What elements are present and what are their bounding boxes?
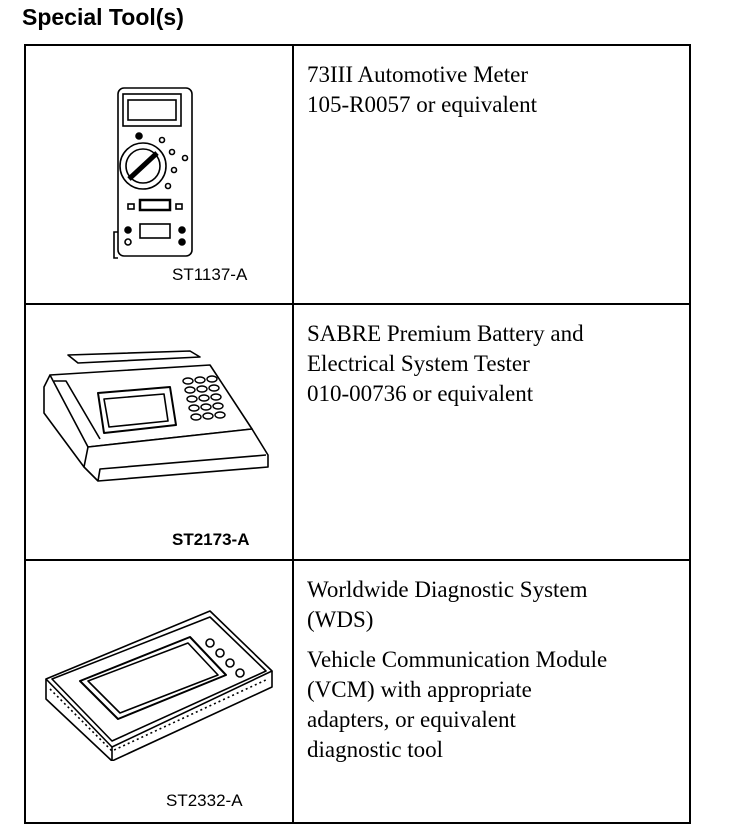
tool-description [294, 46, 689, 303]
tool-description [294, 561, 689, 822]
battery-tester-icon [40, 343, 272, 485]
tool-image-cell [26, 46, 294, 303]
special-tools-table [24, 44, 691, 824]
description-line: SABRE Premium Battery and [307, 321, 584, 346]
tool-part-code: ST2332-A [166, 791, 243, 810]
tool-part-code: ST2173-A [172, 530, 250, 549]
description-line: (WDS) [307, 607, 374, 632]
tool-description [294, 305, 689, 559]
description-line: diagnostic tool [307, 737, 444, 762]
tool-part-code: ST1137-A [172, 265, 248, 284]
description-line: 010-00736 or equivalent [307, 381, 534, 406]
tool-row [26, 305, 689, 561]
description-line: Electrical System Tester [307, 351, 530, 376]
description-paragraph [307, 645, 679, 765]
description-line: (VCM) with appropriate [307, 677, 532, 702]
description-line: Worldwide Diagnostic System [307, 577, 588, 602]
description-line: Vehicle Communication Module [307, 647, 608, 672]
tool-row [26, 46, 689, 305]
description-line: 73III Automotive Meter [307, 62, 529, 87]
tool-image-cell [26, 305, 294, 559]
tool-row [26, 561, 689, 822]
section-heading: Special Tool(s) [22, 4, 184, 30]
description-line: 105-R0057 or equivalent [307, 92, 537, 117]
tool-image-cell [26, 561, 294, 822]
multimeter-icon [110, 82, 200, 260]
description-line: adapters, or equivalent [307, 707, 516, 732]
diagnostic-system-icon [40, 591, 276, 761]
